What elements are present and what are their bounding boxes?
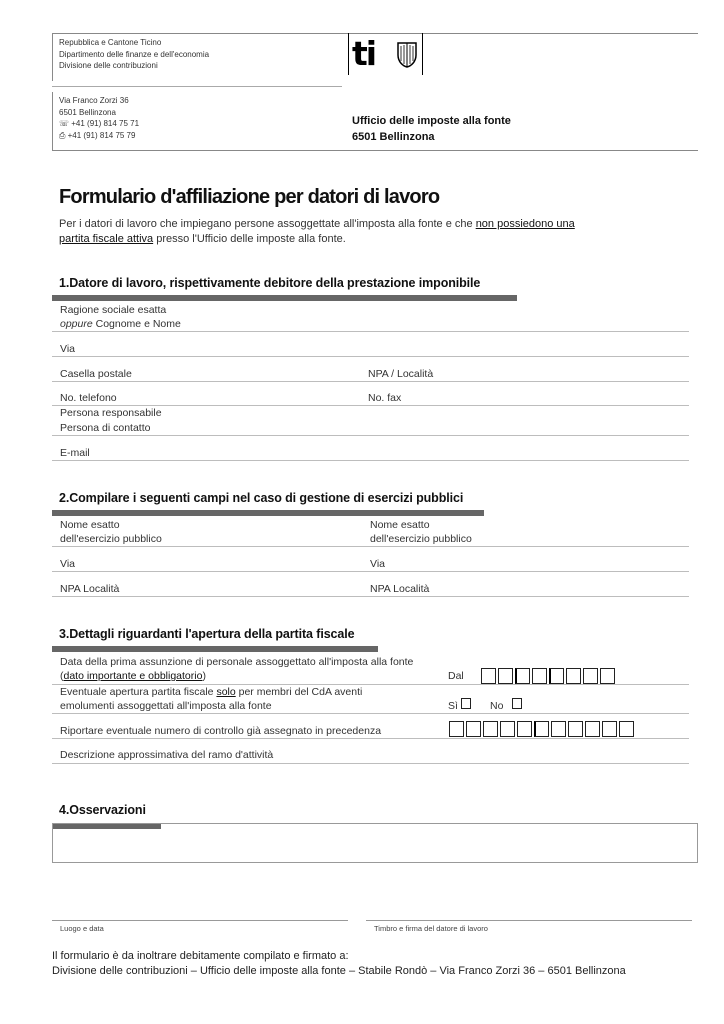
header-left-rule-lower: [52, 92, 53, 150]
control-cell[interactable]: [517, 721, 532, 737]
date-cell[interactable]: [481, 668, 496, 684]
label-cognome-nome-text: Cognome e Nome: [92, 318, 181, 330]
label-fax: No. fax: [368, 392, 402, 404]
label-luogo-data: Luogo e data: [60, 924, 104, 933]
label-via-1: Via: [60, 558, 75, 570]
footer-line-1: Il formulario è da inoltrare debitamente compilato e firmato a:: [52, 950, 349, 962]
field-via[interactable]: [52, 356, 689, 357]
section1-bar: [52, 295, 517, 301]
label-apertura: [60, 685, 362, 699]
header-mid-rule: [52, 86, 342, 87]
label-nome-esatto-2: Nome esatto: [370, 519, 430, 531]
field-casella-npa[interactable]: [52, 381, 689, 382]
checkbox-no[interactable]: [512, 698, 522, 709]
label-esercizio-2: dell'esercizio pubblico: [370, 533, 472, 545]
ti-logo: ti: [352, 34, 376, 73]
date-cell[interactable]: [549, 668, 564, 684]
label-casella-postale: Casella postale: [60, 368, 132, 380]
address-street: Via Franco Zorzi 36: [59, 96, 129, 105]
checkbox-si[interactable]: [461, 698, 471, 709]
field-npa-esercizio[interactable]: [52, 596, 689, 597]
label-prima-assunzione: Data della prima assunzione di personale assoggettato all'imposta alla fonte: [60, 656, 414, 668]
fax-number: +41 (91) 814 75 79: [67, 130, 136, 140]
section3-title: 3.Dettagli riguardanti l'apertura della partita fiscale: [59, 627, 355, 641]
header-top-rule: [52, 33, 698, 34]
canton-shield-icon: [397, 42, 417, 68]
label-oppure: oppure: [60, 318, 93, 330]
control-cell[interactable]: [466, 721, 481, 737]
section3-bar: [52, 646, 378, 652]
footer-line-2: Divisione delle contribuzioni – Ufficio delle imposte alla fonte – Stabile Rondò – Via Franco Zorzi 36 – 6501 Bellinzona: [52, 965, 626, 977]
section4-title: 4.Osservazioni: [59, 803, 146, 817]
label-dal: Dal: [448, 670, 464, 682]
label-via-2: Via: [370, 558, 385, 570]
date-cell[interactable]: [532, 668, 547, 684]
org-line-department: Dipartimento delle finanze e dell'economia: [59, 49, 210, 59]
label-esercizio-1: dell'esercizio pubblico: [60, 533, 162, 545]
field-via-esercizio[interactable]: [52, 571, 689, 572]
luogo-data-line[interactable]: [52, 920, 348, 921]
paren-open: (: [60, 670, 64, 682]
org-lines: [59, 37, 209, 72]
phone-icon: ☏: [59, 119, 72, 128]
field-email[interactable]: [52, 460, 689, 461]
control-cell[interactable]: [585, 721, 600, 737]
control-cell[interactable]: [534, 721, 549, 737]
control-cell[interactable]: [483, 721, 498, 737]
label-npa-1: NPA Località: [60, 583, 120, 595]
label-ragione-sociale: Ragione sociale esatta: [60, 304, 167, 316]
label-apertura-1: Eventuale apertura partita fiscale: [60, 686, 217, 698]
label-npa-localita: NPA / Località: [368, 368, 434, 380]
label-obbligatorio: [60, 669, 206, 683]
label-via: Via: [60, 343, 75, 355]
control-cell[interactable]: [602, 721, 617, 737]
field-nome-esercizio[interactable]: [52, 546, 689, 547]
label-si: Sì: [448, 700, 458, 712]
field-apertura: [52, 713, 689, 714]
label-timbro-firma: Timbro e firma del datore di lavoro: [374, 924, 488, 933]
paren-close: ): [202, 670, 206, 682]
label-persona-contatto: Persona di contatto: [60, 422, 151, 434]
label-no: No: [490, 700, 504, 712]
date-cell[interactable]: [583, 668, 598, 684]
page-title: Formulario d'affiliazione per datori di lavoro: [59, 186, 440, 208]
date-cell[interactable]: [515, 668, 530, 684]
intro-part1: Per i datori di lavoro che impiegano persone assoggettate all'imposta alla fonte e che: [59, 218, 476, 230]
label-email: E-mail: [60, 447, 90, 459]
header-left-rule: [52, 33, 53, 81]
field-numero-controllo: [52, 738, 689, 739]
date-cell[interactable]: [498, 668, 513, 684]
section1-title: 1.Datore di lavoro, rispettivamente debitore della prestazione imponibile: [59, 276, 481, 290]
recipient-city: 6501 Bellinzona: [352, 131, 435, 143]
org-line-canton: Repubblica e Cantone Ticino: [59, 38, 162, 47]
label-apertura-2: per membri del CdA aventi: [235, 686, 363, 698]
control-cell[interactable]: [500, 721, 515, 737]
label-npa-2: NPA Località: [370, 583, 430, 595]
field-descrizione[interactable]: [52, 763, 689, 764]
recipient-office: Ufficio delle imposte alla fonte: [352, 115, 511, 127]
control-cell[interactable]: [619, 721, 634, 737]
org-line-division: Divisione delle contribuzioni: [59, 61, 158, 70]
fax-row: [59, 130, 139, 142]
intro-text: [59, 217, 579, 247]
label-numero-controllo: Riportare eventuale numero di controllo già assegnato in precedenza: [60, 725, 382, 737]
label-cognome-nome: [60, 317, 181, 331]
osservazioni-box[interactable]: [52, 823, 698, 863]
label-telefono: No. telefono: [60, 392, 117, 404]
fax-icon: ⎙: [59, 130, 68, 140]
field-ragione-sociale[interactable]: [52, 331, 689, 332]
intro-underlined: non possiedono una partita fiscale attiva: [59, 218, 575, 245]
label-emolumenti: emolumenti assoggettati all'imposta alla fonte: [60, 700, 272, 712]
phone-number: +41 (91) 814 75 71: [71, 119, 140, 128]
label-persona-responsabile: Persona responsabile: [60, 407, 162, 419]
label-descrizione: Descrizione approssimativa del ramo d'attività: [60, 749, 274, 761]
header-bottom-rule: [52, 150, 698, 151]
date-cell[interactable]: [566, 668, 581, 684]
logo-divider-right: [422, 33, 423, 75]
field-persona[interactable]: [52, 435, 689, 436]
logo-divider-left: [348, 33, 349, 75]
phone-row: [59, 118, 139, 130]
date-cell[interactable]: [600, 668, 615, 684]
control-cell[interactable]: [568, 721, 583, 737]
section2-title: 2.Compilare i seguenti campi nel caso di gestione di esercizi pubblici: [59, 491, 464, 505]
timbro-firma-line[interactable]: [366, 920, 692, 921]
label-nome-esatto-1: Nome esatto: [60, 519, 120, 531]
recipient-block: [352, 113, 511, 145]
control-cell[interactable]: [551, 721, 566, 737]
label-solo: solo: [216, 686, 236, 698]
address-block: [59, 95, 139, 141]
section2-bar: [52, 510, 484, 516]
intro-part2: presso l'Ufficio delle imposte alla fonte.: [153, 233, 346, 245]
address-city: 6501 Bellinzona: [59, 107, 116, 117]
control-cell[interactable]: [449, 721, 464, 737]
label-obbligatorio-text: dato importante e obbligatorio: [63, 670, 203, 682]
